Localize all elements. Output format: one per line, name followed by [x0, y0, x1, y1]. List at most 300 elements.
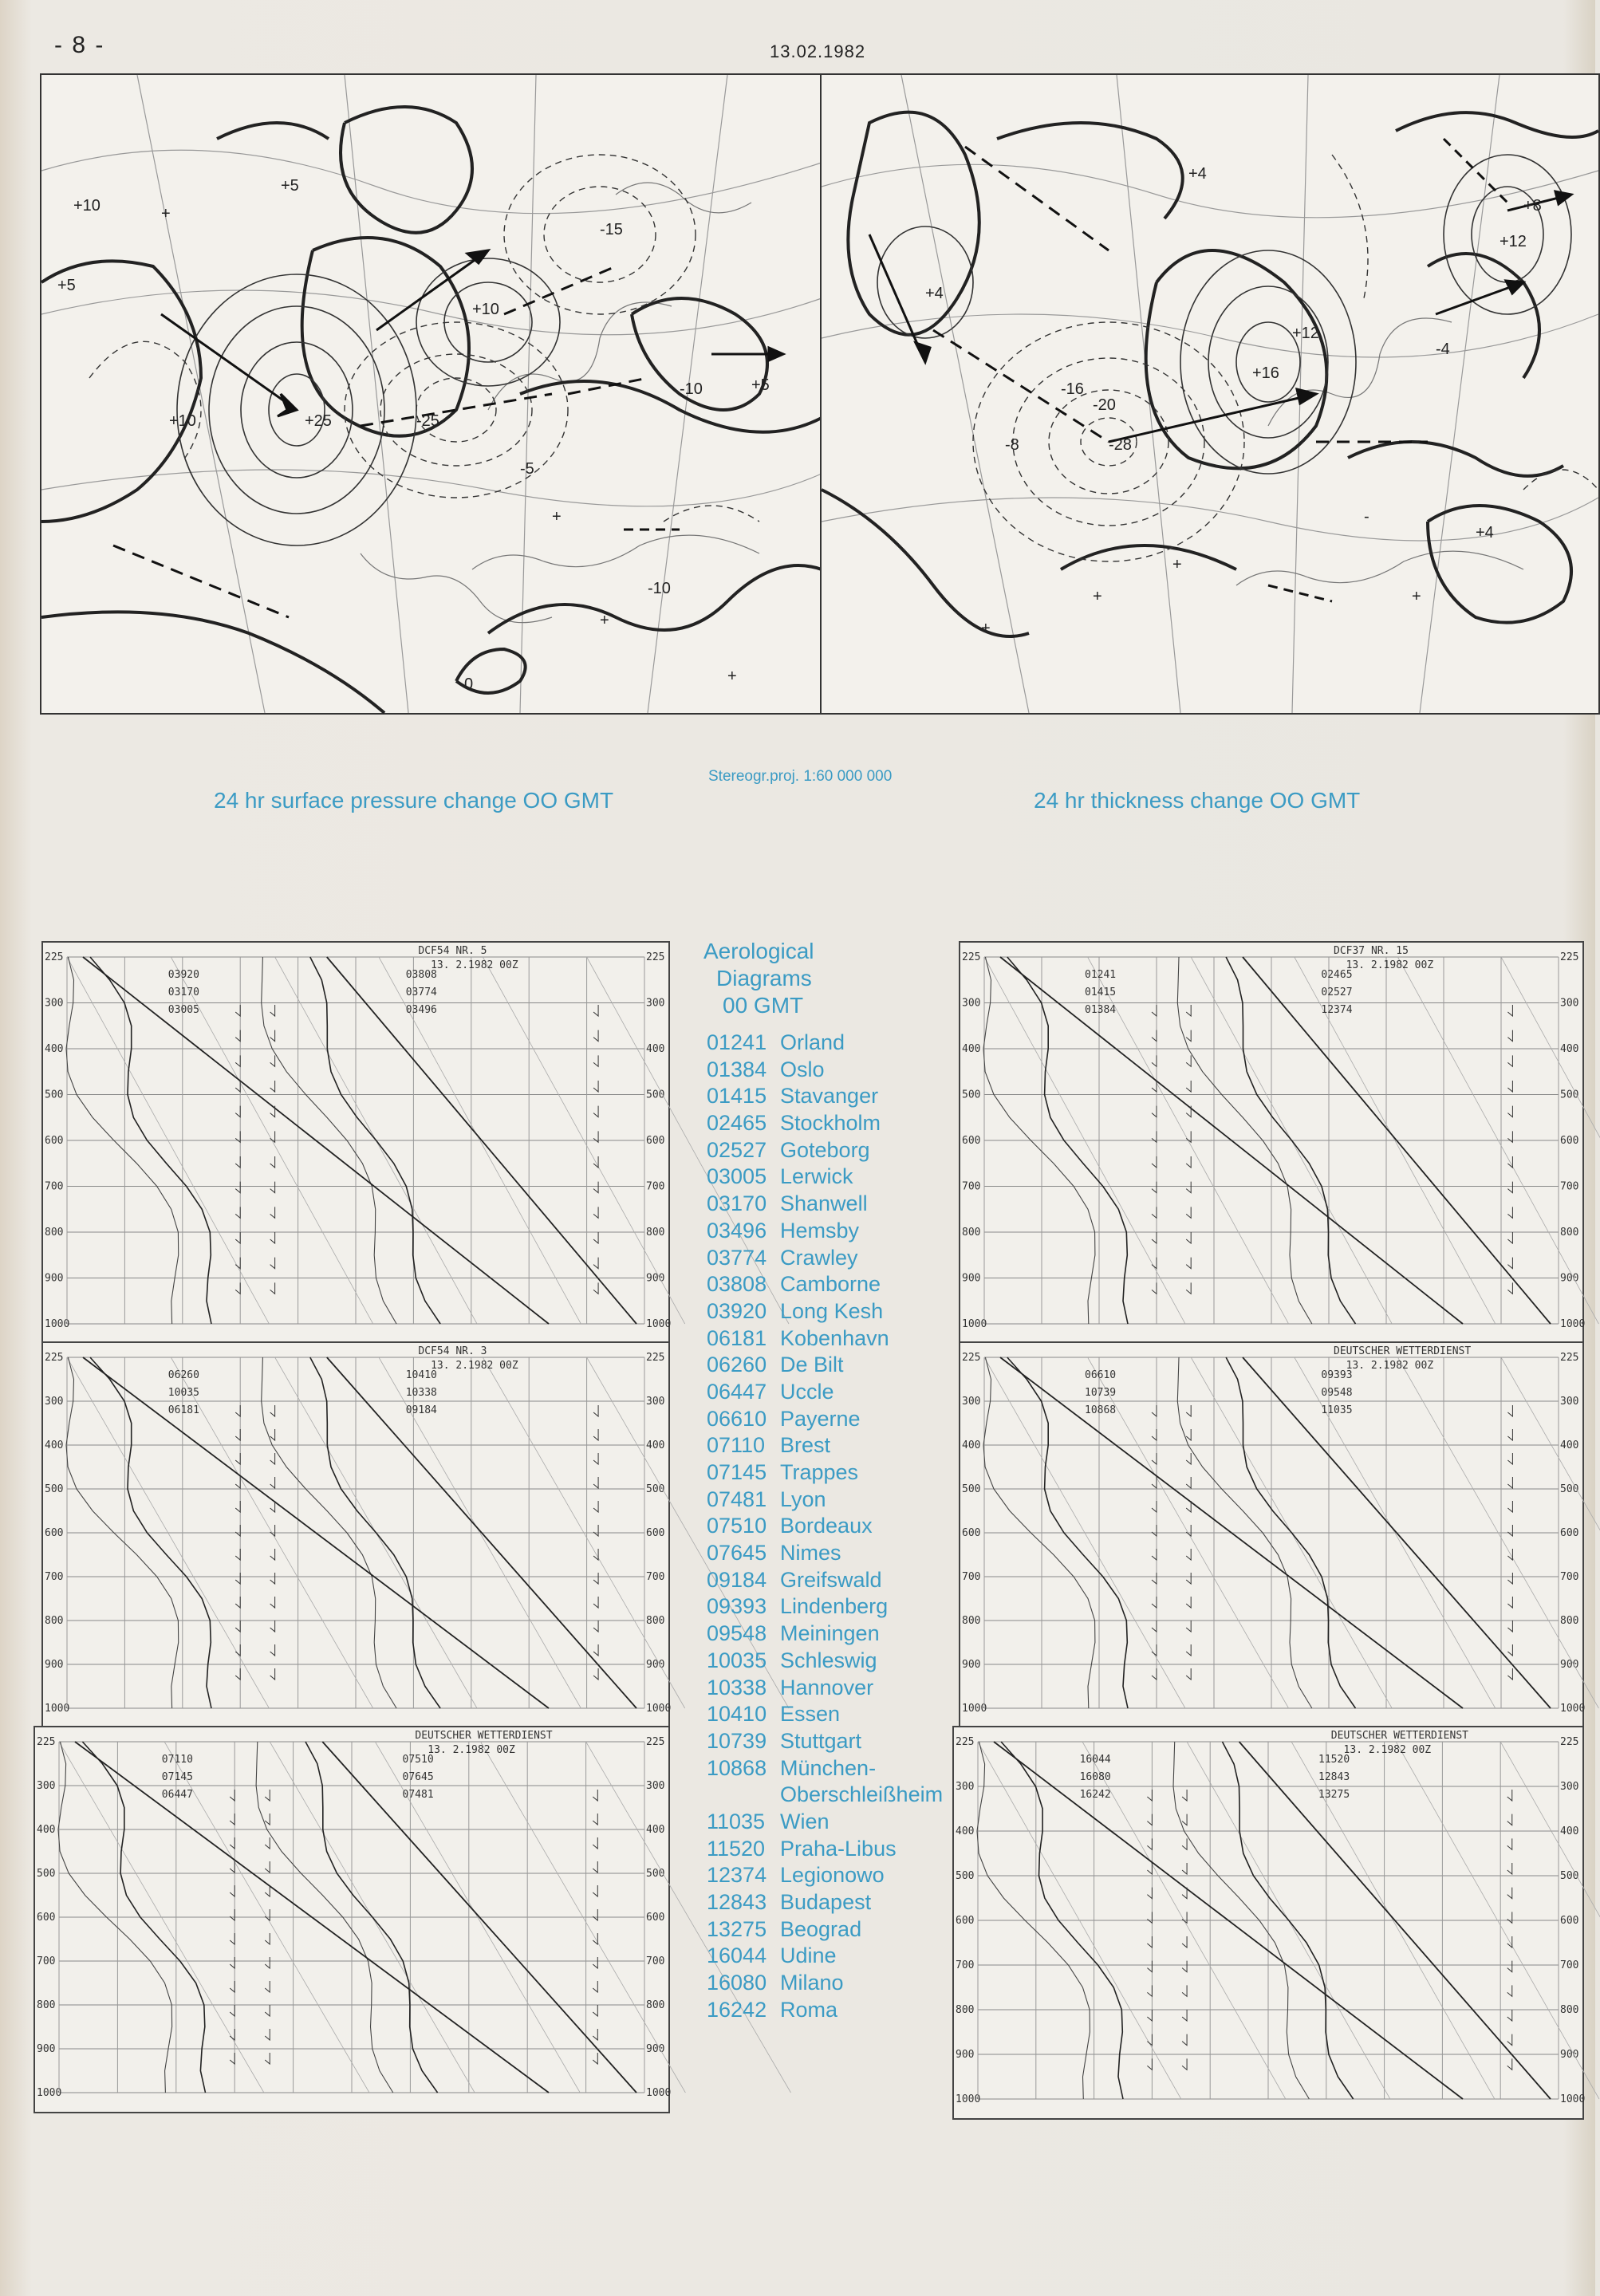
station-name: Hannover: [780, 1675, 874, 1699]
station-list-item: [707, 1863, 946, 1890]
station-code: 01241: [707, 1030, 767, 1054]
diagram-1-plot: [43, 943, 672, 1343]
diagram-station-code: 01241: [1085, 969, 1117, 981]
station-code: 13275: [707, 1916, 767, 1941]
wind-barb: [1507, 1282, 1512, 1294]
wind-barb: [235, 1644, 240, 1656]
wind-barb: [593, 1429, 598, 1440]
svg-text:+4: +4: [1476, 524, 1494, 542]
wind-barb: [1507, 1106, 1512, 1117]
pressure-level-label: 600: [45, 1527, 64, 1539]
station-name: Lindenberg: [780, 1594, 889, 1619]
diagram-header: DCF54 NR. 3: [418, 1345, 487, 1357]
wind-barb: [593, 1885, 597, 1896]
diagram-date: 13. 2.1982 00Z: [428, 1744, 515, 1756]
pressure-level-label: 900: [37, 2043, 56, 2055]
wind-barb: [1186, 1429, 1191, 1440]
pressure-level-label: 500: [962, 1483, 981, 1495]
wind-barb: [593, 1837, 597, 1849]
wind-barb: [1507, 1429, 1512, 1440]
pressure-level-label: 400: [646, 1043, 665, 1055]
station-code: 07645: [707, 1541, 767, 1565]
pressure-level-label: 1000: [646, 2087, 672, 2099]
wind-barb: [1152, 1525, 1157, 1536]
station-code: 07145: [707, 1460, 767, 1484]
wind-barb: [593, 1030, 598, 1042]
svg-text:0: 0: [464, 675, 474, 693]
pressure-level-label: 800: [956, 2004, 975, 2016]
wind-barb: [1507, 1888, 1512, 1899]
wind-barb: [235, 1005, 240, 1016]
diagram-date: 13. 2.1982 00Z: [431, 1360, 518, 1372]
station-list-item: [707, 1191, 946, 1219]
station-code: 03496: [707, 1218, 767, 1243]
station-name: Lerwick: [780, 1164, 853, 1189]
wind-barb: [593, 1621, 598, 1632]
wind-barb: [1507, 1477, 1512, 1488]
wind-barb: [1152, 1453, 1157, 1464]
diagram-station-code: 03808: [405, 969, 437, 981]
wind-barb: [270, 1258, 275, 1269]
wind-barb: [1152, 1258, 1157, 1269]
pressure-level-label: 800: [1560, 1227, 1579, 1239]
pressure-level-label: 400: [956, 1825, 975, 1837]
wind-barb: [1147, 1912, 1152, 1923]
wind-barb: [1186, 1405, 1191, 1416]
svg-text:-15: -15: [600, 221, 623, 238]
pressure-level-label: 600: [962, 1135, 981, 1147]
station-list-item: [707, 1782, 946, 1810]
pressure-level-label: 225: [37, 1736, 56, 1748]
wind-barb: [235, 1429, 240, 1440]
diagram-station-code: 09393: [1321, 1369, 1353, 1381]
wind-barb: [593, 1405, 598, 1416]
aerological-diagram-6: [952, 1726, 1584, 2120]
wind-barb: [1186, 1501, 1191, 1512]
station-code: 09548: [707, 1621, 767, 1646]
station-list-item: [707, 1756, 946, 1783]
svg-text:+5: +5: [751, 376, 770, 394]
wind-barb: [1182, 1814, 1187, 1825]
diagram-station-code: 02465: [1321, 969, 1353, 981]
pressure-level-label: 225: [45, 951, 64, 963]
pressure-level-label: 500: [962, 1089, 981, 1101]
pressure-level-label: 400: [1560, 1439, 1579, 1451]
wind-barb: [1186, 1030, 1191, 1042]
pressure-level-label: 900: [1560, 2049, 1579, 2061]
station-list-item: [707, 1164, 946, 1191]
wind-barb: [1152, 1232, 1157, 1243]
wind-barb: [1152, 1106, 1157, 1117]
station-list-item: [707, 1057, 946, 1085]
wind-barb: [593, 1055, 598, 1066]
pressure-level-label: 500: [1560, 1483, 1579, 1495]
station-list-item: [707, 1621, 946, 1648]
pressure-level-label: 700: [45, 1571, 64, 1583]
wind-barb: [270, 1182, 275, 1193]
station-code: 16044: [707, 1944, 767, 1968]
wind-barb: [230, 2029, 234, 2040]
pressure-level-label: 900: [1560, 1272, 1579, 1285]
wind-barb: [265, 1861, 270, 1873]
svg-text:+: +: [600, 612, 609, 629]
pressure-level-label: 800: [1560, 1615, 1579, 1627]
wind-barb: [1152, 1282, 1157, 1294]
pressure-level-label: 225: [646, 951, 665, 963]
station-list-item: [707, 1460, 946, 1487]
wind-barb: [235, 1207, 240, 1218]
svg-text:-16: -16: [1061, 380, 1084, 398]
station-list-item: [707, 1353, 946, 1380]
wind-barb: [1152, 1207, 1157, 1218]
wind-barb: [1507, 2010, 1512, 2021]
svg-text:+12: +12: [1500, 233, 1527, 250]
wind-barb: [593, 1106, 598, 1117]
pressure-level-label: 400: [962, 1043, 981, 1055]
wind-barb: [235, 1106, 240, 1117]
station-code: 10338: [707, 1675, 767, 1699]
pressure-level-label: 800: [646, 1999, 665, 2011]
pressure-level-label: 300: [45, 997, 64, 1010]
wind-barb: [270, 1644, 275, 1656]
svg-text:-10: -10: [680, 380, 703, 398]
station-list-item: [707, 1729, 946, 1756]
wind-barb: [270, 1282, 275, 1294]
wind-barb: [265, 1790, 270, 1801]
wind-barb: [1182, 2058, 1187, 2070]
diagram-header: DEUTSCHER WETTERDIENST: [415, 1730, 553, 1742]
page-date: 13.02.1982: [770, 41, 866, 61]
pressure-level-label: 600: [1560, 1135, 1579, 1147]
thickness-caption: 24 hr thickness change OO GMT: [1034, 788, 1361, 813]
wind-barb: [1507, 1501, 1512, 1512]
wind-barb: [1507, 1790, 1512, 1801]
wind-barb: [1152, 1182, 1157, 1193]
diagram-station-code: 10410: [405, 1369, 437, 1381]
svg-text:+: +: [1093, 588, 1102, 605]
wind-barb: [270, 1055, 275, 1066]
station-code: 10035: [707, 1648, 767, 1672]
wind-barb: [1152, 1644, 1157, 1656]
wind-barb: [1186, 1477, 1191, 1488]
station-name: Stavanger: [780, 1084, 879, 1109]
surface-pressure-change-map: [40, 73, 823, 715]
wind-barb: [593, 2005, 597, 2016]
wind-barb: [230, 1790, 234, 1801]
station-list-item: [707, 1810, 946, 1837]
station-name: Praha-Libus: [780, 1836, 897, 1861]
pressure-level-label: 1000: [956, 2093, 981, 2105]
wind-barb: [593, 1207, 598, 1218]
wind-barb: [1152, 1405, 1157, 1416]
wind-barb: [1507, 1207, 1512, 1218]
pressure-level-label: 600: [45, 1135, 64, 1147]
pressure-level-label: 300: [962, 997, 981, 1010]
wind-barb: [235, 1621, 240, 1632]
station-code: 10410: [707, 1702, 767, 1727]
pressure-level-label: 500: [1560, 1089, 1579, 1101]
wind-barb: [235, 1501, 240, 1512]
station-list-item: [707, 1917, 946, 1944]
pressure-level-label: 800: [646, 1227, 665, 1239]
wind-barb: [1152, 1597, 1157, 1608]
wind-barb: [1152, 1477, 1157, 1488]
station-list-item: [707, 1407, 946, 1434]
wind-barb: [1147, 1814, 1152, 1825]
wind-barb: [1186, 1644, 1191, 1656]
diagram-date: 13. 2.1982 00Z: [431, 959, 518, 971]
diagram-4-plot: [960, 943, 1586, 1343]
pressure-level-label: 800: [962, 1227, 981, 1239]
diagram-date: 13. 2.1982 00Z: [1346, 1360, 1434, 1372]
wind-barb: [230, 1861, 234, 1873]
diagram-station-code: 11035: [1321, 1404, 1353, 1416]
wind-barb: [1186, 1055, 1191, 1066]
pressure-level-label: 400: [1560, 1825, 1579, 1837]
wind-barb: [1186, 1549, 1191, 1560]
wind-barb: [1152, 1156, 1157, 1168]
pressure-level-label: 1000: [1560, 2093, 1586, 2105]
wind-barb: [1507, 1961, 1512, 1972]
pressure-level-label: 600: [646, 1135, 665, 1147]
pressure-level-label: 800: [45, 1227, 64, 1239]
station-name: Milano: [780, 1971, 844, 1995]
wind-barb: [1152, 1573, 1157, 1584]
page-number: - 8 -: [54, 32, 105, 58]
station-code: 03774: [707, 1245, 767, 1270]
diagram-station-code: 07145: [161, 1771, 193, 1783]
diagram-station-code: 10739: [1085, 1387, 1117, 1399]
station-name: Brest: [780, 1433, 831, 1458]
pressure-level-label: 225: [1560, 951, 1579, 963]
diagram-date: 13. 2.1982 00Z: [1346, 959, 1434, 971]
pressure-level-label: 700: [646, 1571, 665, 1583]
aerological-title: Aerological: [703, 939, 814, 963]
station-code: 16242: [707, 1997, 767, 2022]
pressure-level-label: 225: [956, 1736, 975, 1748]
diagram-station-code: 16080: [1079, 1771, 1111, 1783]
station-name: Kobenhavn: [780, 1325, 889, 1350]
wind-barb: [1186, 1232, 1191, 1243]
diagram-station-code: 06610: [1085, 1369, 1117, 1381]
diagram-5-plot: [960, 1343, 1586, 1727]
wind-barb: [1186, 1258, 1191, 1269]
station-code: 06447: [707, 1379, 767, 1404]
station-code: 09393: [707, 1594, 767, 1619]
svg-text:-28: -28: [1109, 436, 1132, 454]
pressure-level-label: 1000: [45, 1703, 70, 1715]
station-list-item: [707, 1219, 946, 1246]
svg-text:-10: -10: [648, 580, 671, 597]
wind-barb: [265, 1933, 270, 1944]
pressure-level-label: 225: [962, 1352, 981, 1364]
station-name: Budapest: [780, 1890, 872, 1914]
wind-barb: [270, 1621, 275, 1632]
station-list-item: [707, 1998, 946, 2025]
station-code: 03005: [707, 1164, 767, 1189]
station-list-item: [707, 1971, 946, 1998]
wind-barb: [1186, 1573, 1191, 1584]
pressure-level-label: 700: [1560, 1571, 1579, 1583]
pressure-level-label: 400: [45, 1043, 64, 1055]
diagram-station-code: 16044: [1079, 1754, 1111, 1766]
diagram-station-code: 09184: [405, 1404, 437, 1416]
station-name: Hemsby: [780, 1218, 860, 1243]
pressure-level-label: 500: [646, 1089, 665, 1101]
wind-barb: [270, 1668, 275, 1680]
wind-barb: [1182, 1936, 1187, 1947]
pressure-level-label: 1000: [1560, 1318, 1586, 1330]
station-name: Nimes: [780, 1541, 841, 1565]
wind-barb: [1507, 1912, 1512, 1923]
diagram-station-code: 10338: [405, 1387, 437, 1399]
pressure-level-label: 300: [37, 1780, 56, 1792]
pressure-level-label: 600: [962, 1527, 981, 1539]
station-code: 07110: [707, 1433, 766, 1458]
wind-barb: [593, 1861, 597, 1873]
station-code: 09184: [707, 1567, 767, 1592]
svg-text:-20: -20: [1093, 396, 1116, 414]
wind-barb: [1507, 1232, 1512, 1243]
wind-barb: [230, 2053, 234, 2064]
station-code: 07510: [707, 1514, 767, 1538]
wind-barb: [1182, 2034, 1187, 2046]
pressure-level-label: 400: [646, 1824, 665, 1836]
wind-barb: [235, 1549, 240, 1560]
svg-text:-25: -25: [416, 412, 439, 430]
station-name: München-: [780, 1755, 877, 1780]
wind-barb: [1507, 2058, 1512, 2070]
svg-text:+5: +5: [57, 277, 76, 294]
wind-barb: [270, 1549, 275, 1560]
wind-barb: [593, 1814, 597, 1825]
wind-barb: [1186, 1282, 1191, 1294]
svg-text:+: +: [981, 620, 991, 637]
wind-barb: [1507, 1030, 1512, 1042]
station-name: Schleswig: [780, 1648, 877, 1672]
wind-barb: [270, 1405, 275, 1416]
wind-barb: [270, 1453, 275, 1464]
wind-barb: [1186, 1621, 1191, 1632]
pressure-level-label: 800: [45, 1615, 64, 1627]
wind-barb: [593, 2053, 597, 2064]
station-code: 12843: [707, 1890, 767, 1914]
wind-barb: [1152, 1055, 1157, 1066]
pressure-level-label: 600: [646, 1527, 665, 1539]
wind-barb: [1147, 1790, 1152, 1801]
wind-barb: [235, 1597, 240, 1608]
wind-barb: [1186, 1453, 1191, 1464]
wind-barb: [1186, 1207, 1191, 1218]
wind-barb: [593, 1282, 598, 1294]
diagram-station-code: 03496: [405, 1004, 437, 1016]
wind-barb: [235, 1182, 240, 1193]
wind-barb: [265, 1837, 270, 1849]
pressure-level-label: 225: [45, 1352, 64, 1364]
pressure-level-label: 400: [646, 1439, 665, 1451]
wind-barb: [593, 1232, 598, 1243]
wind-barb: [235, 1525, 240, 1536]
station-code: 06260: [707, 1353, 767, 1377]
wind-barb: [1507, 1985, 1512, 1996]
pressure-level-label: 700: [1560, 1180, 1579, 1193]
wind-barb: [270, 1005, 275, 1016]
pressure-level-label: 600: [1560, 1527, 1579, 1539]
station-list-item: [707, 1433, 946, 1460]
wind-barb: [593, 1909, 597, 1920]
station-name: Crawley: [780, 1245, 858, 1270]
diagram-station-code: 10035: [167, 1387, 199, 1399]
station-name: Wien: [780, 1809, 830, 1833]
svg-text:+8: +8: [1523, 197, 1542, 215]
diagram-header: DCF54 NR. 5: [418, 945, 487, 957]
surface-pressure-map-drawing: [41, 75, 822, 713]
station-name: Shanwell: [780, 1191, 868, 1216]
wind-barb: [1147, 1863, 1152, 1874]
surface-pressure-caption: 24 hr surface pressure change OO GMT: [214, 788, 614, 813]
pressure-level-label: 600: [37, 1912, 56, 1924]
station-name: Oslo: [780, 1057, 825, 1081]
wind-barb: [235, 1156, 240, 1168]
wind-barb: [235, 1055, 240, 1066]
station-list-item: [707, 1514, 946, 1541]
station-list-item: [707, 1246, 946, 1273]
wind-barb: [1152, 1501, 1157, 1512]
wind-barb: [1182, 1985, 1187, 1996]
aerological-subtitle: Diagrams: [716, 966, 812, 990]
thickness-change-map: [820, 73, 1600, 715]
station-name: De Bilt: [780, 1353, 844, 1377]
pressure-level-label: 600: [646, 1912, 665, 1924]
wind-barb: [1186, 1182, 1191, 1193]
wind-barb: [1507, 2034, 1512, 2046]
station-list-item: [707, 1487, 946, 1514]
station-list-item: [707, 1676, 946, 1703]
station-name: Trappes: [780, 1460, 859, 1484]
diagram-station-code: 13275: [1318, 1789, 1350, 1801]
pressure-level-label: 700: [37, 1955, 56, 1967]
wind-barb: [1182, 1838, 1187, 1849]
svg-text:+: +: [1172, 556, 1182, 573]
svg-text:+4: +4: [1188, 165, 1207, 183]
wind-barb: [235, 1477, 240, 1488]
station-list-item: [707, 1890, 946, 1917]
diagram-station-code: 06447: [161, 1789, 193, 1801]
station-list-item: [707, 1272, 946, 1299]
wind-barb: [593, 1790, 597, 1801]
diagram-date: 13. 2.1982 00Z: [1343, 1744, 1432, 1756]
pressure-level-label: 600: [956, 1915, 975, 1927]
wind-barb: [1152, 1621, 1157, 1632]
pressure-level-label: 500: [45, 1483, 64, 1495]
svg-text:+: +: [552, 508, 562, 526]
station-list-item: [707, 1111, 946, 1138]
pressure-level-label: 1000: [962, 1318, 987, 1330]
wind-barb: [593, 2029, 597, 2040]
diagram-station-code: 01415: [1085, 987, 1117, 998]
station-name: Essen: [780, 1702, 841, 1727]
wind-barb: [1507, 1573, 1512, 1584]
diagram-station-code: 02527: [1321, 987, 1353, 998]
wind-barb: [270, 1232, 275, 1243]
wind-barb: [1507, 1055, 1512, 1066]
wind-barb: [230, 2005, 234, 2016]
wind-barb: [593, 1182, 598, 1193]
wind-barb: [1152, 1030, 1157, 1042]
wind-barb: [270, 1573, 275, 1584]
wind-barb: [1507, 1863, 1512, 1874]
station-code: 01384: [707, 1057, 767, 1081]
